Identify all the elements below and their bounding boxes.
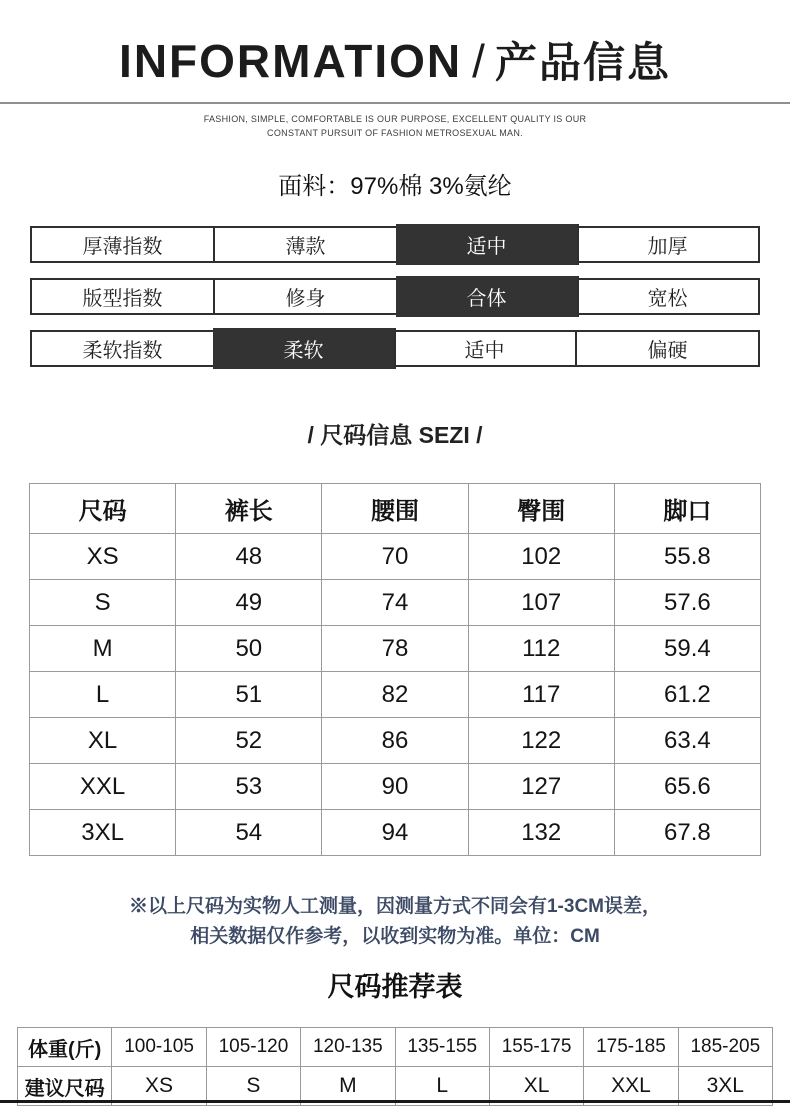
recommendation-row [18,1028,772,1067]
size-table-header-cell: 裤长 [176,484,322,533]
attribute-row-label: 版型指数 [32,280,215,313]
recommendation-cell: 175-185 [584,1028,678,1066]
note-line1: ※以上尺码为实物人工测量，因测量方式不同会有1-3CM误差， [128,896,661,917]
size-table-cell: 48 [176,534,322,579]
size-table [29,483,761,856]
size-table-row [30,764,760,810]
attribute-row [30,330,760,367]
recommendation-row-label: 建议尺码 [18,1067,112,1105]
size-table-cell: 59.4 [664,634,711,662]
size-table-cell: 78 [322,626,468,671]
attribute-option: 修身 [215,280,398,313]
product-info-page [0,30,790,1103]
page-title [0,30,790,90]
size-table-cell: L [30,672,176,717]
size-table-header-cell: 臀围 [469,484,615,533]
size-table-cell: 52 [176,718,322,763]
size-table-cell: 3XL [30,810,176,855]
recommendation-cell: M [301,1067,395,1105]
size-table-cell: 107 [469,580,615,625]
attribute-option: 加厚 [647,236,688,258]
size-table-cell: S [30,580,176,625]
recommendation-table [17,1027,773,1106]
recommendation-cell: 100-105 [112,1028,206,1066]
size-table-header-cell: 腰围 [322,484,468,533]
size-table-cell: XL [30,718,176,763]
size-table-cell: XS [30,534,176,579]
header-divider [0,102,790,104]
attribute-row [30,278,760,315]
recommendation-cell: 155-175 [490,1028,584,1066]
size-table-cell: 122 [469,718,615,763]
size-table-cell: 94 [322,810,468,855]
recommendation-row-label: 体重(斤) [18,1028,112,1066]
recommendation-cell: 185-205 [690,1036,761,1057]
size-table-row [30,580,760,626]
size-table-cell: 49 [176,580,322,625]
size-table-row [30,626,760,672]
size-table-cell: 57.6 [664,588,711,616]
size-table-cell: 50 [176,626,322,671]
attribute-row-label: 厚薄指数 [32,228,215,261]
size-table-cell: 61.2 [664,680,711,708]
recommendation-title: 尺码推荐表 [327,972,463,1002]
attribute-option: 薄款 [215,228,398,261]
size-table-cell: 112 [469,626,615,671]
measurement-note [0,892,790,952]
attribute-option: 适中 [394,332,577,365]
size-table-cell: 70 [322,534,468,579]
bottom-section-edge [0,1100,790,1103]
size-table-row [30,718,760,764]
size-table-cell: 102 [469,534,615,579]
recommendation-cell: 120-135 [301,1028,395,1066]
title-en: INFORMATION [119,35,463,87]
attribute-option: 偏硬 [647,340,688,362]
attribute-option-selected: 合体 [396,276,579,317]
attribute-option-selected: 柔软 [213,328,396,369]
size-table-header-cell: 尺码 [30,484,176,533]
size-table-cell: 55.8 [664,542,711,570]
size-table-cell: 54 [176,810,322,855]
size-table-cell: 117 [469,672,615,717]
fabric-info: 面料：97%棉 3%氨纶 [278,173,512,200]
attribute-option: 宽松 [647,288,688,310]
attribute-row-label: 柔软指数 [32,332,215,365]
recommendation-cell: XS [112,1067,206,1105]
size-table-row [30,672,760,718]
size-table-cell: 65.6 [664,772,711,800]
recommendation-cell: XL [490,1067,584,1105]
recommendation-cell: XXL [584,1067,678,1105]
size-table-header-cell: 脚口 [663,498,712,525]
recommendation-cell: L [396,1067,490,1105]
size-table-cell: 127 [469,764,615,809]
size-table-cell: 74 [322,580,468,625]
size-table-header-row [30,484,760,534]
attribute-tables [30,226,760,367]
tagline [0,112,790,140]
size-section-heading: / 尺码信息 SEZI / [307,422,483,448]
recommendation-cell: 135-155 [396,1028,490,1066]
title-zh: 产品信息 [494,39,671,86]
size-table-cell: 53 [176,764,322,809]
attribute-option-selected: 适中 [396,224,579,265]
tagline-line2: CONSTANT PURSUIT OF FASHION METROSEXUAL MAN. [267,128,523,138]
size-table-cell: 63.4 [664,726,711,754]
size-table-cell: 132 [469,810,615,855]
tagline-line1: FASHION, SIMPLE, COMFORTABLE IS OUR PURPOSE, EXCELLENT QUALITY IS OUR [203,114,587,124]
recommendation-cell: 105-120 [207,1028,301,1066]
size-table-cell: 86 [322,718,468,763]
size-table-cell: M [30,626,176,671]
attribute-row [30,226,760,263]
size-table-row [30,810,760,855]
size-table-cell: 82 [322,672,468,717]
size-table-cell: 90 [322,764,468,809]
note-line2: 相关数据仅作参考，以收到实物为准。单位：CM [190,926,600,947]
recommendation-cell: S [207,1067,301,1105]
size-table-row [30,534,760,580]
size-table-cell: XXL [30,764,176,809]
title-separator-slash: / [472,35,485,87]
size-table-cell: 51 [176,672,322,717]
size-table-cell: 67.8 [664,818,711,846]
recommendation-cell: 3XL [706,1074,744,1097]
